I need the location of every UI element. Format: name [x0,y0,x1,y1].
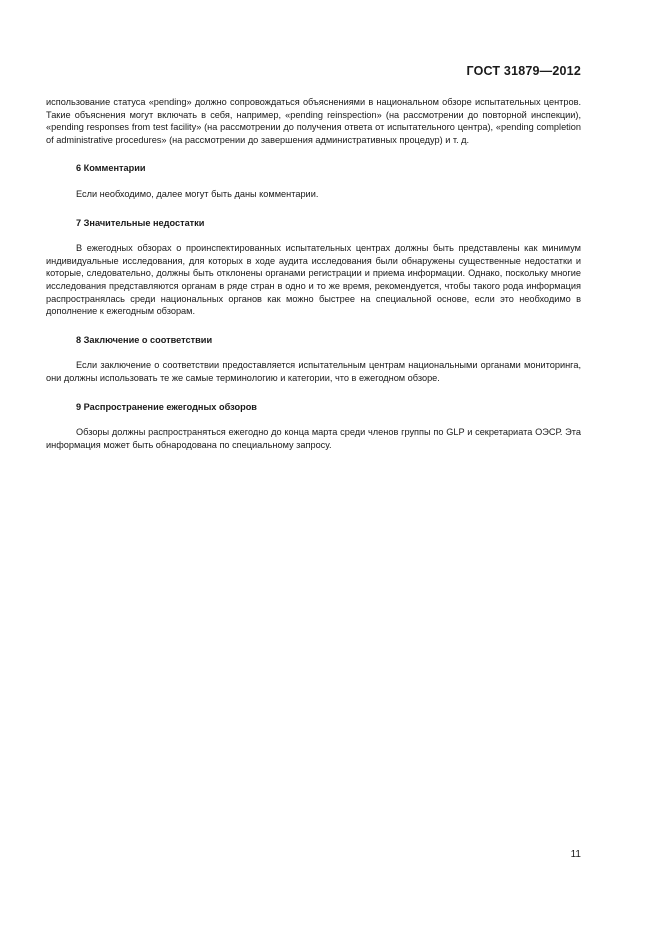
section-8-heading: 8 Заключение о соответствии [76,334,213,345]
page-number: 11 [570,849,581,860]
section-6-heading: 6 Комментарии [76,163,146,174]
section-8-text: Если заключение о соответствии предоставляется испытательным центрам национальными органами мониторинга, они должны использовать те же самые терминологию и категории, что в ежегодном обзоре. [46,360,581,383]
section-9-text: Обзоры должны распространяться ежегодно до конца марта среди членов группы по GLP и секретариата ОЭСР. Эта информация может быть обнародована по специальному запросу. [46,427,581,450]
section-9-heading: 9 Распространение ежегодных обзоров [76,401,257,412]
section-7-heading: 7 Значительные недостатки [76,217,205,228]
section-6-text: Если необходимо, далее могут быть даны комментарии. [76,188,319,199]
document-body [46,96,581,451]
standard-code-header: ГОСТ 31879—2012 [466,64,581,78]
intro-paragraph: использование статуса «pending» должно сопровождаться объяснениями в национальном обзоре испытательных центров. Такие объяснения могут включать в себя, например, «pending reinspection» (на рассмотрении до повторной инспекции), «pending responses from test facility» (на рассмотрении до получения ответа от испытательного центра), «pending completion of administrative procedures» (на рассмотрении до завершения административных процедур) и т. д. [46,97,581,145]
section-7-text: В ежегодных обзорах о проинспектированных испытательных центрах должны быть представлены как минимум индивидуальные исследования, для которых в ходе аудита исследования были обнаружены существенные недостатки и которые, следовательно, должны быть отклонены органами регистрации и приема информации. Однако, поскольку многие исследования представляются органам в ряде стран в одно и то же время, рекомендуется, чтобы такого рода информация распространялась среди национальных органов как можно быстрее на специальной основе, если это необходимо в дополнение к ежегодным обзорам. [46,243,581,317]
